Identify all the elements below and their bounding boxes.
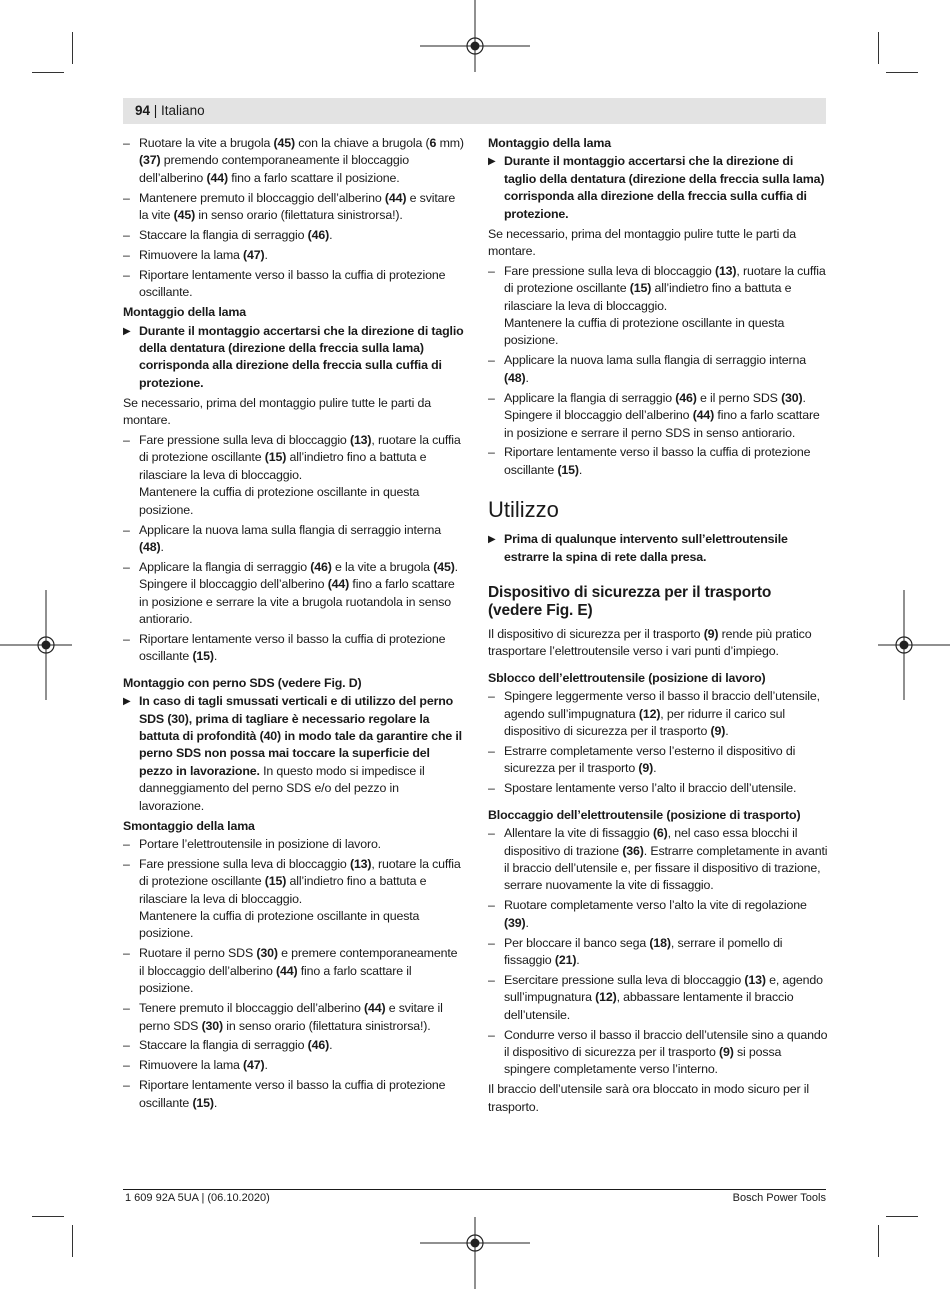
list-item [123, 945, 465, 997]
dash-marker: – [488, 743, 495, 758]
crop-mark [878, 1225, 879, 1257]
list-item-text: Portare l’elettroutensile in posizione di lavoro. [139, 836, 381, 851]
warning-text: Durante il montaggio accertarsi che la direzione di taglio della dentatura (direzione della freccia sulla lama) corrisponda alla direzione della freccia sulla cuffia di protezione. [139, 323, 464, 390]
dash-marker: – [123, 836, 130, 851]
list-item [123, 267, 465, 302]
dash-marker: – [123, 1001, 130, 1016]
paragraph-heading: Smontaggio della lama [123, 818, 255, 833]
dash-marker: – [123, 228, 130, 243]
list-item-text: Rimuovere la lama (47). [139, 247, 268, 262]
left-column [123, 135, 465, 1115]
list-item-text: Staccare la flangia di serraggio (46). [139, 1038, 333, 1053]
registration-mark-icon [878, 590, 950, 700]
list-item-text: Fare pressione sulla leva di bloccaggio (13), ruotare la cuffia di protezione oscillante (15) all’indietro fino a battuta e rilasciare la leva di bloccaggio. Mantenere la cuffia di protezione oscillante in questa posizione. [139, 856, 461, 941]
body-paragraph: Il dispositivo di sicurezza per il trasporto (9) rende più pratico trasportare l’elettroutensile verso i vari punti d’impiego. [488, 627, 812, 659]
list-item [123, 631, 465, 666]
crop-mark [72, 32, 73, 64]
list-item [488, 688, 828, 740]
warning-arrow-icon: ▶ [123, 696, 131, 708]
body-paragraph: Se necessario, prima del montaggio pulire tutte le parti da montare. [123, 395, 431, 428]
crop-mark [32, 72, 64, 73]
list-item [123, 836, 465, 853]
warning-arrow-icon: ▶ [488, 534, 496, 546]
dash-marker: – [123, 267, 130, 282]
list-item-text: Ruotare completamente verso l’alto la vite di regolazione (39). [504, 898, 807, 930]
section-title: Utilizzo [488, 497, 559, 523]
dash-marker: – [123, 856, 130, 871]
list-item [488, 1027, 828, 1079]
crop-mark [886, 72, 918, 73]
dash-marker: – [123, 1038, 130, 1053]
dash-marker: – [488, 781, 495, 796]
page-header-bar [123, 98, 826, 124]
crop-mark [72, 1225, 73, 1257]
list-item-text: Tenere premuto il bloccaggio dell’alberino (44) e svitare il perno SDS (30) in senso orario (filettatura sinistrorsa!). [139, 1001, 443, 1033]
dash-marker: – [123, 946, 130, 961]
footer-brand: Bosch Power Tools [732, 1192, 826, 1204]
list-item-text: Spostare lentamente verso l’alto il braccio dell’utensile. [504, 781, 797, 796]
list-item-text: Applicare la nuova lama sulla flangia di serraggio interna (48). [139, 522, 441, 554]
list-item [123, 559, 465, 629]
warning-text: Durante il montaggio accertarsi che la direzione di taglio della dentatura (direzione della freccia sulla lama) corrisponda alla direzione della freccia sulla cuffia di protezione. [504, 154, 825, 221]
list-item-text: Applicare la flangia di serraggio (46) e il perno SDS (30). Spingere il bloccaggio dell’alberino (44) fino a farlo scattare in posizione e serrare il perno SDS in senso antiorario. [504, 390, 820, 440]
list-item [123, 227, 465, 244]
warning-text: Prima di qualunque intervento sull’elettroutensile estrarre la spina di rete dalla presa. [504, 532, 788, 564]
footer-doc-id: 1 609 92A 5UA | (06.10.2020) [125, 1192, 270, 1204]
dash-marker: – [123, 1058, 130, 1073]
dash-marker: – [123, 522, 130, 537]
subsection-title: Dispositivo di sicurezza per il trasporto (vedere Fig. E) [488, 584, 772, 620]
list-item [123, 1077, 465, 1112]
list-item [488, 935, 828, 970]
paragraph-heading: Montaggio della lama [488, 136, 611, 150]
list-item [123, 856, 465, 943]
safety-warning [488, 531, 828, 566]
header-separator: | [150, 103, 162, 118]
paragraph-heading: Montaggio della lama [123, 305, 246, 320]
list-item [488, 743, 828, 778]
list-item [123, 1000, 465, 1035]
list-item-text: Applicare la nuova lama sulla flangia di serraggio interna (48). [504, 353, 806, 385]
paragraph-heading: Bloccaggio dell’elettroutensile (posizione di trasporto) [488, 807, 801, 822]
list-item [123, 190, 465, 225]
dash-marker: – [488, 972, 495, 987]
dash-marker: – [123, 1078, 130, 1093]
page-header [135, 103, 205, 119]
list-item-text: Condurre verso il basso il braccio dell’utensile sino a quando il dispositivo di sicurezza per il trasporto (9) si possa spingere completamente verso l’interno. [504, 1027, 828, 1077]
warning-arrow-icon: ▶ [123, 325, 131, 337]
dash-marker: – [488, 353, 495, 368]
safety-warning [488, 153, 828, 223]
list-item [488, 444, 828, 479]
header-language: Italiano [161, 103, 205, 118]
list-item-text: Esercitare pressione sulla leva di bloccaggio (13) e, agendo sull’impugnatura (12), abbassare lentamente il braccio dell’utensile. [504, 972, 823, 1022]
list-item-text: Allentare la vite di fissaggio (6), nel caso essa blocchi il dispositivo di trazione (36). Estrarre completamente in avanti il braccio dell’utensile e, per fissare il dispositivo di trazione, serrare nuovamente la vite di fissaggio. [504, 826, 828, 893]
list-item [123, 1057, 465, 1074]
list-item [488, 972, 828, 1024]
dash-marker: – [488, 445, 495, 460]
crop-mark [886, 1216, 918, 1217]
body-paragraph: Il braccio dell’utensile sarà ora bloccato in modo sicuro per il trasporto. [488, 1082, 809, 1114]
dash-marker: – [488, 689, 495, 704]
list-item-text: Staccare la flangia di serraggio (46). [139, 228, 333, 243]
list-item [488, 352, 828, 387]
dash-marker: – [123, 559, 130, 574]
dash-marker: – [123, 136, 130, 150]
paragraph-heading: Montaggio con perno SDS (vedere Fig. D) [123, 675, 362, 690]
dash-marker: – [123, 190, 130, 205]
registration-mark-icon [420, 1217, 530, 1289]
list-item [488, 780, 828, 797]
warning-arrow-icon: ▶ [488, 156, 496, 168]
list-item-text: Ruotare il perno SDS (30) e premere contemporaneamente il bloccaggio dell’alberino (44) fino a farlo scattare il posizione. [139, 946, 458, 996]
list-item-text: Rimuovere la lama (47). [139, 1058, 268, 1073]
dash-marker: – [488, 1027, 495, 1042]
list-item-text: Riportare lentamente verso il basso la cuffia di protezione oscillante (15). [504, 445, 811, 477]
footer-rule [123, 1189, 826, 1190]
list-item-text: Per bloccare il banco sega (18), serrare il pomello di fissaggio (21). [504, 935, 783, 967]
list-item [123, 432, 465, 519]
list-item-text: Applicare la flangia di serraggio (46) e la vite a brugola (45). Spingere il bloccaggio dell’alberino (44) fino a farlo scattare in posizione e serrare la vite a brugola ruotandola in senso antiorario. [139, 559, 458, 627]
dash-marker: – [123, 247, 130, 262]
list-item-text: Estrarre completamente verso l’esterno il dispositivo di sicurezza per il trasporto (9). [504, 743, 796, 776]
registration-mark-icon [420, 0, 530, 72]
dash-marker: – [488, 898, 495, 913]
list-item [123, 1037, 465, 1054]
list-item-text: Riportare lentamente verso il basso la cuffia di protezione oscillante (15). [139, 631, 446, 664]
warning-note: In questo modo si impedisce il danneggiamento del perno SDS e/o del pezzo in lavorazione. [139, 763, 425, 813]
list-item [123, 522, 465, 557]
dash-marker: – [488, 390, 495, 405]
list-item-text: Riportare lentamente verso il basso la cuffia di protezione oscillante. [139, 267, 446, 300]
dash-marker: – [488, 935, 495, 950]
list-item [123, 247, 465, 264]
list-item [488, 897, 828, 932]
paragraph-heading: Sblocco dell’elettroutensile (posizione di lavoro) [488, 670, 766, 685]
dash-marker: – [488, 263, 495, 278]
dash-marker: – [123, 631, 130, 646]
warning-text: In caso di tagli smussati verticali e di utilizzo del perno SDS (30), prima di tagliare è necessario regolare la battuta di profondità (40) in modo tale da garantire che il perno SDS non possa mai toccare la superficie del pezzo in lavorazione. [139, 694, 462, 778]
list-item-text: Fare pressione sulla leva di bloccaggio (13), ruotare la cuffia di protezione oscillante (15) all’indietro fino a battuta e rilasciare la leva di bloccaggio. Mantenere la cuffia di protezione oscillante in questa posizione. [504, 263, 826, 348]
right-column [488, 135, 828, 1119]
registration-mark-icon [0, 590, 72, 700]
list-item-text: Fare pressione sulla leva di bloccaggio (13), ruotare la cuffia di protezione oscillante (15) all’indietro fino a battuta e rilasciare la leva di bloccaggio. Mantenere la cuffia di protezione oscillante in questa posizione. [139, 433, 461, 517]
list-item-text: Mantenere premuto il bloccaggio dell’alberino (44) e svitare la vite (45) in senso orario (filettatura sinistrorsa!). [139, 190, 456, 223]
list-item [488, 825, 828, 895]
safety-warning [123, 693, 465, 815]
list-item [488, 390, 828, 442]
dash-marker: – [123, 433, 130, 447]
dash-marker: – [488, 826, 495, 841]
list-item-text: Riportare lentamente verso il basso la cuffia di protezione oscillante (15). [139, 1078, 446, 1110]
list-item [123, 135, 465, 187]
safety-warning [123, 323, 465, 393]
crop-mark [878, 32, 879, 64]
body-paragraph: Se necessario, prima del montaggio pulire tutte le parti da montare. [488, 226, 796, 258]
page-number: 94 [135, 103, 151, 118]
list-item [488, 263, 828, 350]
crop-mark [32, 1216, 64, 1217]
list-item-text: Spingere leggermente verso il basso il braccio dell’utensile, agendo sull’impugnatura (12), per ridurre il carico sul dispositivo di sicurezza per il trasporto (9). [504, 689, 820, 739]
list-item-text: Ruotare la vite a brugola (45) con la chiave a brugola (6 mm) (37) premendo contemporaneamente il bloccaggio dell’alberino (44) fino a farlo scattare il posizione. [139, 136, 464, 185]
